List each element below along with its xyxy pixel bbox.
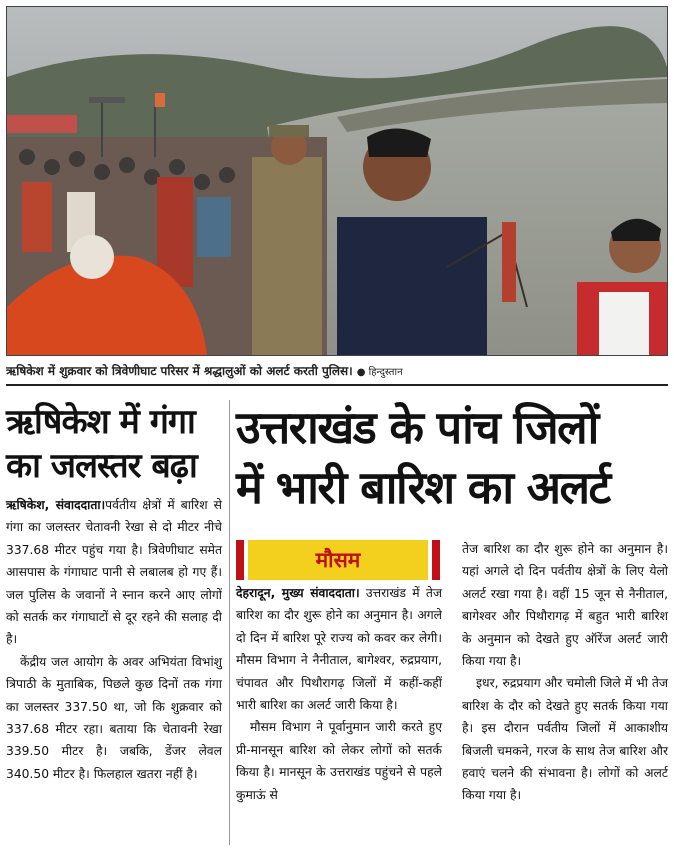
side-headline-line2: का जलस्तर बढ़ा [6, 446, 197, 486]
main-para-3: तेज बारिश का दौर शुरू होने का अनुमान है। यहां अगले दो दिन पर्वतीय क्षेत्रों के लिए येलो अलर्ट रखा गया है। वहीं 15 जून से नैनीताल, बागेश्वर और पिथौरागढ़ में बहुत भारी बारिश के अनुमान को देखते हुए ऑरेंज अलर्ट जारी किया गया है। [462, 542, 668, 669]
section-divider [6, 384, 668, 386]
side-para-1 [6, 494, 222, 651]
main-para-1 [236, 582, 442, 716]
main-story-column-3 [462, 538, 668, 807]
main-para-1-text: उत्तराखंड में तेज बारिश का दौर शुरू होने का अनुमान है। अगले दो दिन में बारिश पूरे राज्य को कवर कर लेगी। मौसम विभाग ने नैनीताल, बागेश्वर, रुद्रप्रयाग, चंपावत और पिथौरागढ़ जिलों में कहीं-कहीं भारी बारिश का अलर्ट जारी किया है। [236, 586, 442, 713]
caption-text: ऋषिकेश में शुक्रवार को त्रिवेणीघाट परिसर में श्रद्धालुओं को अलर्ट करती पुलिस। [6, 364, 353, 378]
tag-bar-right [432, 540, 440, 580]
main-headline-line2: में भारी बारिश का अलर्ट [236, 461, 610, 514]
side-para-2: केंद्रीय जल आयोग के अवर अभियंता विभांशु त्रिपाठी के मुताबिक, पिछले कुछ दिनों तक गंगा का जलस्तर 337.50 था, जो कि शुक्रवार को 337.68 मीटर रहा। बताया कि चेतावनी रेखा 339.50 मीटर है। जबकि, डेंजर लेवल 340.50 मीटर है। फिलहाल खतरा नहीं है। [6, 654, 222, 781]
news-photo [6, 6, 668, 356]
side-story-body [6, 494, 222, 785]
main-dateline: देहरादून, मुख्य संवाददाता। [236, 586, 360, 600]
main-para-2: मौसम विभाग ने पूर्वानुमान जारी करते हुए प्री-मानसून बारिश को लेकर लोगों को सतर्क किया है। मानसून के उत्तराखंड पहुंचने से पहले कुमाऊं से [236, 720, 442, 802]
main-headline-line1: उत्तराखंड के पांच जिलों [236, 401, 598, 454]
photo-caption [6, 360, 668, 382]
side-para-1-text: पर्वतीय क्षेत्रों में बारिश से गंगा का जलस्तर चेतावनी रेखा से दो मीटर नीचे 337.68 मीटर पहुंच गया है। त्रिवेणीघाट समेत आसपास के गंगाघाट पानी से लबालब हो गए हैं। जल पुलिस के जवानों ने स्नान करने आए लोगों को सतर्क कर गंगाघाटों से दूर रहने की सलाह दी है। [6, 498, 222, 647]
side-dateline: ऋषिकेश, संवाददाता। [6, 498, 106, 512]
main-para-4: इधर, रुद्रप्रयाग और चमोली जिले में भी तेज बारिश के दौर को देखते हुए सतर्क किया गया है। इस दौरान पर्वतीय जिलों में आकाशीय बिजली चमकने, गरज के साथ तेज बारिश और हवाएं चलने की संभावना है। लोगों को अलर्ट किया गया है। [462, 676, 668, 803]
photo-credit: ● हिन्दुस्तान [356, 367, 403, 378]
side-headline-line1: ऋषिकेश में गंगा [6, 402, 195, 442]
riverbank-photo-illustration [7, 7, 667, 355]
tag-bar-left [236, 540, 244, 580]
side-story-headline [6, 400, 226, 488]
main-story-column-2 [236, 582, 442, 806]
tag-label: मौसम [315, 548, 361, 572]
column-divider [229, 400, 230, 845]
main-story-headline [236, 398, 668, 518]
section-tag [236, 540, 440, 580]
